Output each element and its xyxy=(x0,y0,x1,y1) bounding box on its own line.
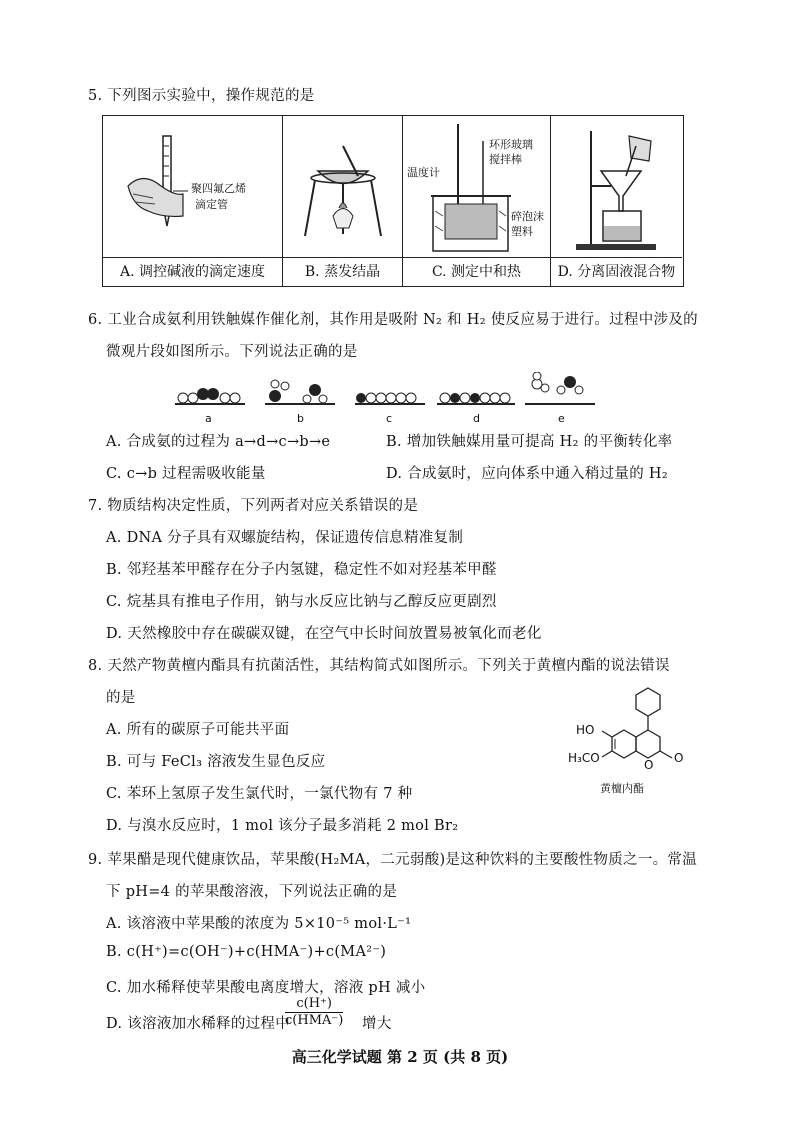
q5a-label-1: 聚四氟乙烯 xyxy=(191,182,246,195)
q6-option-b: B. 增加铁触媒用量可提高 H₂ 的平衡转化率 xyxy=(386,434,673,450)
page-footer: 高三化学试题 第 2 页 (共 8 页) xyxy=(291,1048,509,1066)
q5-cell-c xyxy=(403,116,551,286)
q5-figure-table xyxy=(102,115,684,287)
q6-panel-label-d: d xyxy=(473,412,480,425)
q9-stem-line2: 下 pH=4 的苹果酸溶液，下列说法正确的是 xyxy=(106,884,398,900)
q8-stem-line1: 8. 天然产物黄檀内酯具有抗菌活性，其结构简式如图所示。下列关于黄檀内酯的说法错误 xyxy=(88,658,670,674)
evaporation-illustration xyxy=(283,116,402,259)
q5-caption-d: D. 分离固液混合物 xyxy=(551,257,682,286)
q8-option-c: C. 苯环上氢原子发生氯代时，一氯代物有 7 种 xyxy=(106,786,413,802)
q8-mol-o-ring: O xyxy=(644,758,654,772)
q7-stem: 7. 物质结构决定性质，下列两者对应关系错误的是 xyxy=(88,498,419,514)
evaporating-dish-icon xyxy=(283,116,401,259)
q6-option-a: A. 合成氨的过程为 a→d→c→b→e xyxy=(106,434,331,450)
q6-panel-label-e: e xyxy=(558,412,565,425)
q9-option-b: B. c(H⁺)=c(OH⁻)+c(HMA⁻)+c(MA²⁻) xyxy=(106,944,387,960)
dalbergin-structure xyxy=(560,680,720,805)
funnel-icon xyxy=(551,116,682,259)
q9-stem-line1: 9. 苹果醋是现代健康饮品，苹果酸(H₂MA，二元弱酸)是这种饮料的主要酸性物质之一。常温 xyxy=(88,852,698,868)
q5-caption-b: B. 蒸发结晶 xyxy=(283,257,402,286)
q5-caption-a: A. 调控碱液的滴定速度 xyxy=(103,257,282,286)
q8-mol-ho: HO xyxy=(576,723,595,737)
filtration-illustration xyxy=(551,116,682,259)
q8-option-a: A. 所有的碳原子可能共平面 xyxy=(106,722,290,738)
q6-panel-label-a: a xyxy=(205,412,212,425)
q8-mol-meo: H₃CO xyxy=(568,751,600,765)
q5-stem: 5. 下列图示实验中，操作规范的是 xyxy=(88,88,315,104)
q6-stem-line1: 6. 工业合成氨利用铁触媒作催化剂，其作用是吸附 N₂ 和 H₂ 使反应易于进行。过程中涉及的 xyxy=(88,312,698,328)
q7-option-c: C. 烷基具有推电子作用，钠与水反应比钠与乙醇反应更剧烈 xyxy=(106,594,497,610)
q5c-label-1: 环形玻璃 xyxy=(489,138,533,151)
panel-e-icon xyxy=(525,372,595,404)
panel-d-icon xyxy=(437,393,515,404)
q7-option-a: A. DNA 分子具有双螺旋结构，保证遗传信息精准复制 xyxy=(106,530,464,546)
q9-option-d-prefix: D. 该溶液加水稀释的过程中 xyxy=(106,1016,291,1032)
q5-cell-d xyxy=(551,116,682,286)
q8-option-b: B. 可与 FeCl₃ 溶液发生显色反应 xyxy=(106,754,326,770)
burette-hand-illustration xyxy=(103,116,282,259)
q5c-label-3: 温度计 xyxy=(407,166,440,179)
q8-mol-name: 黄檀内酯 xyxy=(600,782,644,795)
q5a-label-2: 滴定管 xyxy=(195,198,228,211)
q9-option-a: A. 该溶液中苹果酸的浓度为 5×10⁻⁵ mol·L⁻¹ xyxy=(106,916,412,932)
q5c-label-5: 塑料 xyxy=(511,225,533,238)
q9-fraction-denominator: c(HMA⁻) xyxy=(285,1013,344,1028)
panel-a-icon xyxy=(175,388,245,404)
q6-micro-diagram xyxy=(175,372,615,424)
catalyst-surface-illustration xyxy=(175,372,615,412)
q6-panel-label-c: c xyxy=(386,412,393,425)
q5c-label-4: 碎泡沫 xyxy=(511,210,544,223)
q6-stem-line2: 微观片段如图所示。下列说法正确的是 xyxy=(106,344,358,360)
panel-b-icon xyxy=(265,380,335,404)
q5-cell-b xyxy=(283,116,403,286)
calorimeter-illustration xyxy=(403,116,550,259)
q6-option-c: C. c→b 过程需吸收能量 xyxy=(106,466,266,482)
q9-fraction-numerator: c(H⁺) xyxy=(285,996,343,1013)
q5c-label-2: 搅拌棒 xyxy=(489,153,522,166)
q8-mol-o-keto: O xyxy=(674,751,684,765)
q7-option-d: D. 天然橡胶中存在碳碳双键，在空气中长时间放置易被氧化而老化 xyxy=(106,626,542,642)
panel-c-icon xyxy=(355,393,425,404)
q5-cell-a xyxy=(103,116,283,286)
q6-option-d: D. 合成氨时，应向体系中通入稍过量的 H₂ xyxy=(386,466,668,482)
q9-option-c: C. 加水稀释使苹果酸电离度增大，溶液 pH 减小 xyxy=(106,980,426,996)
q9-option-d-fraction xyxy=(285,996,343,1029)
q5-caption-c: C. 测定中和热 xyxy=(403,257,550,286)
q8-option-d: D. 与溴水反应时，1 mol 该分子最多消耗 2 mol Br₂ xyxy=(106,818,459,834)
q7-option-b: B. 邻羟基苯甲醛存在分子内氢键，稳定性不如对羟基苯甲醛 xyxy=(106,562,497,578)
q6-panel-label-b: b xyxy=(297,412,304,425)
q8-stem-line2: 的是 xyxy=(106,690,136,706)
q9-option-d-suffix: 增大 xyxy=(362,1016,392,1032)
